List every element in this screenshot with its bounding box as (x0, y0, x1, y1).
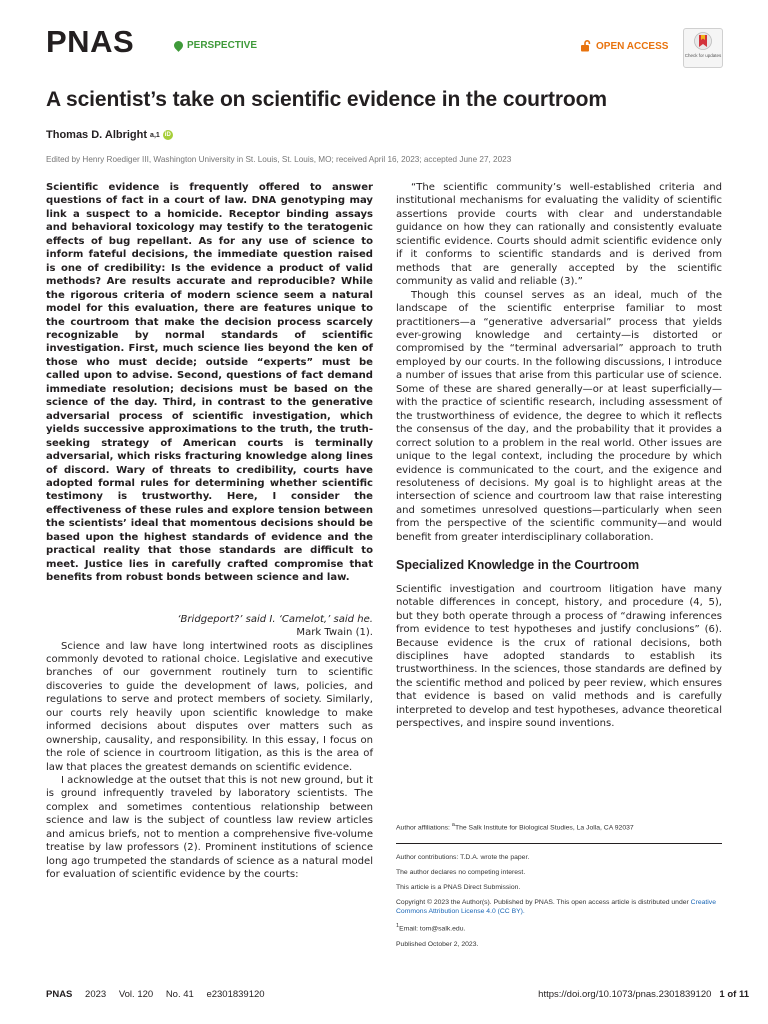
footer-citation (46, 989, 275, 1000)
body-paragraph: Scientific investigation and courtroom litigation have many notable differences in concept, history, and procedure (4, 5), but they both operate through a process of “drawing inferences from evidence to test hypotheses and justify conclusions” (6). Because evidence is the crux of rational decisions, both disciplines have adopted standards to establish its trustworthiness. In the sciences, those standards are defined by the scientific method and policed by peer review, which ensures that evidence is based on valid methods and is carefully interpreted to develop and test hypotheses, advance theoretical perspectives, and inspire sound inventions. (396, 583, 722, 730)
check-for-updates-button[interactable] (683, 28, 723, 68)
copyright-note: Copyright © 2023 the Author(s). Published by PNAS. This open access article is distributed under Creative Commons Attribution License 4.0 (CC BY). (396, 899, 716, 916)
footer-doi-page (538, 989, 749, 1000)
author-line (46, 129, 173, 141)
footer-article-id: e2301839120 (206, 989, 265, 1000)
author-affiliations: Author affiliations: $^a$The Salk Institute for Biological Studies, La Jolla, CA 92037 (396, 822, 634, 832)
body-paragraph: Though this counsel serves as an ideal, much of the landscape of the scientific enterprise familiar to most practitioners—a “generative adversarial” process that yields ever-growing knowledge and certainty—is distorted or compromised by the “terminal adversarial” approach to truth employed by our courts. In the following discussions, I introduce a number of issues that arise from this particular use of science. Some of these are shared generally—or at least superficially—with the practice of scientific research, including assessment of the trustworthiness of evidence, the degree to which it reflects the consensus of the day, and the probability that it provides a correct solution to a problem in the real world. Other issues are unique to the legal context, including the procedure by which evidence is communicated to the court, and the exigence and resoluteness of decisions. My goal is to highlight areas at the intersection of science and courtroom law that raise interesting and sometimes unresolved questions—particularly when seen from the perspective of the scientific community—and would benefit from greater interdisciplinary collaboration. (396, 289, 722, 543)
article-type-label: PERSPECTIVE (187, 40, 258, 51)
footer-year: 2023 (85, 989, 107, 1000)
doi-link[interactable]: https://doi.org/10.1073/pnas.2301839120 (538, 989, 712, 1000)
editorial-history: Edited by Henry Roediger III, Washington University in St. Louis, St. Louis, MO; received April 16, 2023; accepted June 27, 2023 (46, 155, 512, 164)
abstract: Scientific evidence is frequently offered to answer questions of fact in a court of law. DNA genotyping may link a suspect to a homicide. Receptor binding assays and behavioral toxicology may testify to the teratogenic effects of bug repellant. As for any use of science to inform fateful decisions, the immediate question raised is one of credibility: Is the evidence a product of valid methods? Are results accurate and reproducible? While the rigorous criteria of modern science seem a natural model for this evaluation, there are features unique to the courtroom that make the decision process scarcely recognizable by normal standards of scientific investigation. First, much science lies beyond the ken of those who must decide; outside “experts” must be called upon to advise. Second, questions of fact demand immediate resolution; decisions must be based on the science of the day. Third, in contrast to the generative adversarial process of scientific investigation, which yields successive approximations to the truth, the truth-seeking strategy of American courts is terminally adversarial, which risks fracturing knowledge along lines of discord. Wary of threats to credibility, courts have adopted formal rules for determining whether scientific testimony is trustworthy. Here, I consider the effectiveness of these rules and explore tension between the scientists’ ideal that momentous decisions should be based upon the highest standards of evidence and the practical reality that those standards are difficult to meet. Justice lies in carefully crafted compromise that benefits from robust bonds between science and law. (46, 182, 373, 584)
article-type-badge (174, 40, 257, 51)
open-access-badge (580, 40, 668, 52)
epigraph-source: Mark Twain (1). (296, 627, 373, 639)
corresponding-email: $^1$Email: tom@salk.edu. (396, 923, 466, 933)
license-link[interactable]: Creative Commons Attribution License 4.0 (CC BY). (396, 899, 716, 916)
page-number: 1 of 11 (719, 989, 749, 1000)
epigraph-quote: ‘Bridgeport?’ said I. ‘Camelot,’ said he. (177, 613, 373, 625)
page-footer (46, 989, 749, 1000)
footnote-divider (396, 843, 722, 844)
submission-note: This article is a PNAS Direct Submission. (396, 884, 521, 892)
footer-brand: PNAS (46, 989, 73, 1000)
block-quote: “The scientific community’s well-established criteria and institutional mechanisms for evaluating the validity of scientific assertions provide courts with clear and understandable guidance on how they can rationally and consistently evaluate scientific evidence. Courts should admit scientific evidence only if it conforms to scientific standards and is derived from methods that are generally accepted by the scientific community as valid and reliable (3).” (396, 182, 722, 288)
check-for-updates-label: Check for updates (684, 53, 722, 58)
open-lock-icon (580, 40, 591, 52)
section-heading: Specialized Knowledge in the Courtroom (396, 558, 640, 573)
competing-interest: The author declares no competing interest. (396, 869, 526, 877)
right-column (396, 181, 722, 731)
published-date: Published October 2, 2023. (396, 940, 479, 948)
bookmark-ribbon-icon (692, 32, 714, 52)
epigraph (46, 613, 373, 640)
body-paragraph: Science and law have long intertwined roots as disciplines commonly devoted to rational choice. Legislative and executive branches of our government routinely turn to scientific discoveries to guide the development of laws, policies, and regulations to serve and protect members of society. Similarly, our courts rely heavily upon scientific knowledge to make informed decisions about disputes over matters such as ownership, causality, and responsibility. In this essay, I focus on the role of science in courtroom litigation, as this is the area of law that places the greatest demands on scientific evidence. (46, 640, 373, 773)
footer-volume: Vol. 120 (118, 989, 154, 1000)
open-access-label: OPEN ACCESS (596, 40, 669, 52)
footnotes (396, 822, 722, 955)
footer-issue: No. 41 (165, 989, 194, 1000)
article-title: A scientist’s take on scientific evidence in the courtroom (46, 88, 607, 111)
author-name[interactable]: Thomas D. Albright (46, 129, 148, 141)
pnas-logo[interactable]: PNAS (46, 24, 135, 59)
author-affiliation-marker: a,1 (150, 131, 160, 139)
body-paragraph: I acknowledge at the outset that this is not new ground, but it is ground infrequently traveled by laboratory scientists. The complex and sometimes contentious relationship between science and law is the subject of countless law review articles and amicus briefs, not to mention a comprehensive five-volume treatise by law professors (2). Prominent institutions of science long ago trumpeted the standards of science as a natural model for evaluation of scientific evidence by the courts: (46, 775, 373, 881)
author-contributions: Author contributions: T.D.A. wrote the paper. (396, 854, 530, 862)
leaf-icon (172, 39, 185, 52)
orcid-icon[interactable]: iD (164, 132, 171, 138)
left-column (46, 181, 373, 882)
